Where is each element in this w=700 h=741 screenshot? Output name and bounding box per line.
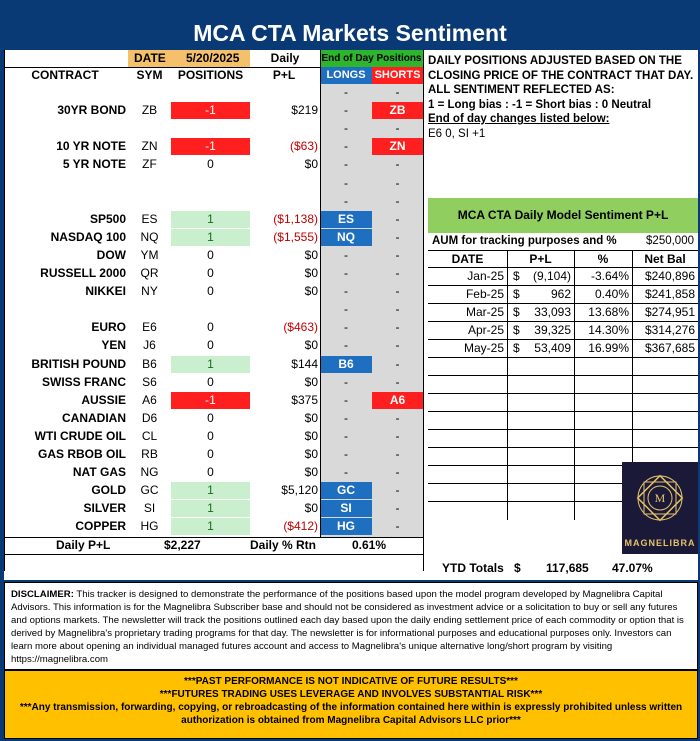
disclaimer-text: This tracker is designed to demonstrate the performance of the positions based upon the model program developed by Magnelibra Capital Advisors. This information is for the Magnelibra Subscriber base and should not be considered as investment advice or a solicitation to buy or sell any futures and options markets. The newsletter will track the positions outlined each day based upon the daily ending settlement price of each commodity or option that is derived by Magnelibra's proprietary trading programs for that day. The newsletter is for informational purposes and educational purposes only. Investors can learn more about opening an individual managed futures account and access to Magnelibra's unique alternative long/short program by visiting https://magnelibra.com <box>11 589 684 665</box>
position-row <box>4 229 424 246</box>
model-currency: $ <box>513 341 520 355</box>
position-row <box>4 356 424 373</box>
short-indicator: - <box>395 85 400 99</box>
sym-header: SYM <box>136 68 163 82</box>
position-row <box>4 283 424 300</box>
short-indicator: - <box>395 247 400 262</box>
model-pl: (9,104) <box>532 269 571 283</box>
daily-rtn-label: Daily % Rtn <box>250 538 317 552</box>
symbol: RB <box>141 447 158 461</box>
pl-value: $0 <box>304 465 318 480</box>
model-pl: 962 <box>550 287 571 301</box>
contract-name: NIKKEI <box>85 284 126 299</box>
contract-name: YEN <box>101 338 126 353</box>
pl-value <box>250 301 320 318</box>
position-value: 0 <box>207 410 214 425</box>
notes-line-3: 1 = Long bias : -1 = Short bias : 0 Neutral <box>428 98 652 111</box>
contract-name: DOW <box>96 247 126 262</box>
pl-value <box>250 84 320 101</box>
model-pl: 39,325 <box>534 323 571 337</box>
pl-value: ($463) <box>283 320 318 335</box>
short-indicator: - <box>395 157 400 172</box>
ytd-totals-row <box>428 557 698 580</box>
model-pl: 33,093 <box>534 305 571 319</box>
model-date: Feb-25 <box>465 287 504 301</box>
long-indicator: ES <box>320 211 372 228</box>
long-indicator: - <box>344 85 348 99</box>
long-indicator: - <box>344 392 348 407</box>
symbol <box>128 175 171 192</box>
model-date: Mar-25 <box>465 305 504 319</box>
symbol: NQ <box>140 229 159 244</box>
symbol: S6 <box>142 374 157 389</box>
model-row <box>428 304 698 322</box>
long-indicator: - <box>344 338 348 353</box>
contract-name: NAT GAS <box>72 465 126 480</box>
model-currency: $ <box>513 323 520 337</box>
ytd-value: 117,685 <box>546 561 589 575</box>
position-value: 1 <box>171 518 250 535</box>
position-row <box>4 102 424 119</box>
model-row <box>428 394 698 412</box>
position-value: 1 <box>171 482 250 499</box>
position-value: 0 <box>207 374 214 389</box>
longs-header: LONGS <box>320 67 372 84</box>
daily-summary-row <box>4 537 424 554</box>
position-row <box>4 374 424 391</box>
position-value: 0 <box>207 247 214 262</box>
pl-value: $0 <box>304 447 318 461</box>
symbol: E6 <box>142 320 157 335</box>
symbol <box>128 84 171 101</box>
long-indicator: SI <box>320 500 372 517</box>
model-date: Jan-25 <box>467 269 504 283</box>
model-row <box>428 376 698 394</box>
model-pct: 14.30% <box>588 323 629 337</box>
position-value: 0 <box>207 465 214 480</box>
long-indicator: NQ <box>320 229 372 246</box>
pl-value: $0 <box>304 410 318 425</box>
long-indicator: - <box>344 410 348 425</box>
contract-name: GAS RBOB OIL <box>37 447 126 461</box>
grid-line <box>423 50 424 571</box>
long-indicator: - <box>344 193 348 208</box>
grid-line <box>4 67 320 68</box>
short-indicator: ZN <box>372 138 423 155</box>
long-indicator: - <box>344 121 348 136</box>
aum-value: $250,000 <box>646 235 694 247</box>
model-pl: 53,409 <box>534 341 571 355</box>
long-indicator: - <box>344 302 348 317</box>
symbol: A6 <box>142 392 157 407</box>
short-indicator: - <box>395 519 400 534</box>
position-value: 0 <box>207 338 214 353</box>
model-row <box>428 286 698 304</box>
position-row <box>4 156 424 173</box>
position-row <box>4 428 424 445</box>
warning-past-performance: ***PAST PERFORMANCE IS NOT INDICATIVE OF FUTURE RESULTS*** <box>184 676 518 687</box>
ytd-label: YTD Totals <box>442 561 504 575</box>
contract-name: SWISS FRANC <box>42 374 126 389</box>
disclaimer-box <box>4 582 698 670</box>
daily-pl-label: Daily P+L <box>56 538 111 552</box>
position-row <box>4 211 424 228</box>
position-row <box>4 410 424 427</box>
contract-name: RUSSELL 2000 <box>40 266 126 280</box>
notes-panel <box>428 54 696 141</box>
symbol: ZB <box>141 103 158 118</box>
eod-positions-header: End of Day Positions <box>320 50 423 67</box>
pl-value: ($412) <box>283 519 318 534</box>
long-indicator: - <box>344 465 348 480</box>
contract-name <box>4 84 128 101</box>
short-indicator: - <box>395 320 400 335</box>
main-panel <box>4 50 698 580</box>
pl-value: $0 <box>304 374 318 389</box>
position-value: 1 <box>171 500 250 517</box>
short-indicator: - <box>395 483 400 498</box>
daily-rtn-value: 0.61% <box>352 538 387 552</box>
short-indicator: - <box>395 338 400 353</box>
symbol: NY <box>141 284 158 299</box>
model-date: Apr-25 <box>467 323 504 337</box>
warnings-box <box>4 670 698 739</box>
logo-monogram: M <box>654 491 666 505</box>
shorts-header: SHORTS <box>372 67 423 84</box>
model-row <box>428 268 698 286</box>
short-indicator: - <box>395 428 400 443</box>
ytd-pct: 47.07% <box>612 561 653 575</box>
position-row <box>4 265 424 282</box>
pl-value: $375 <box>291 392 318 407</box>
position-value: 1 <box>171 211 250 228</box>
position-row <box>4 120 424 137</box>
positions-header: POSITIONS <box>177 68 244 82</box>
model-row <box>428 322 698 340</box>
contract-name: GOLD <box>91 483 126 498</box>
position-value: 0 <box>207 266 214 280</box>
pl-value <box>250 193 320 210</box>
model-currency: $ <box>513 269 520 283</box>
position-value: -1 <box>171 392 250 409</box>
contract-name <box>4 301 128 318</box>
symbol <box>128 301 171 318</box>
model-date: May-25 <box>463 341 504 355</box>
model-balance: $241,858 <box>644 287 695 301</box>
pl-value: $0 <box>304 338 318 353</box>
short-indicator: - <box>395 211 400 226</box>
date-label: DATE <box>134 51 166 65</box>
model-header-date: DATE <box>451 252 484 266</box>
symbol: NG <box>140 465 159 480</box>
short-indicator: - <box>395 175 400 190</box>
aum-row <box>428 233 698 250</box>
symbol: QR <box>140 266 159 280</box>
contract-name: 10 YR NOTE <box>56 139 126 154</box>
position-row <box>4 337 424 354</box>
contract-name: EURO <box>91 320 126 335</box>
grid-line <box>507 250 508 520</box>
model-pct: -3.64% <box>590 269 629 283</box>
symbol: YM <box>140 247 159 262</box>
pl-value: $144 <box>291 356 318 371</box>
short-indicator: - <box>395 410 400 425</box>
contract-header: CONTRACT <box>31 68 99 82</box>
notes-line-2: ALL SENTIMENT REFLECTED AS: <box>428 84 615 96</box>
position-value: 0 <box>207 157 214 172</box>
model-balance: $240,896 <box>644 269 695 283</box>
position-value <box>171 175 250 192</box>
pl-value: $0 <box>304 428 318 443</box>
position-row <box>4 247 424 264</box>
position-value <box>171 301 250 318</box>
short-indicator: - <box>395 465 400 480</box>
notes-line-4: End of day changes listed below: <box>428 113 610 125</box>
position-value <box>171 120 250 137</box>
model-header-bal: Net Bal <box>644 252 686 266</box>
position-row <box>4 500 424 517</box>
position-value: 0 <box>207 447 214 461</box>
pl-header: P+L <box>272 68 296 82</box>
model-currency: $ <box>513 287 520 301</box>
model-header-row <box>428 250 698 268</box>
position-row <box>4 319 424 336</box>
symbol <box>128 193 171 210</box>
symbol: D6 <box>141 410 158 425</box>
model-balance: $367,685 <box>644 341 695 355</box>
position-row <box>4 518 424 535</box>
symbol: GC <box>140 483 159 498</box>
pl-value: $0 <box>304 157 318 172</box>
long-indicator: - <box>344 247 348 262</box>
page-title: MCA CTA Markets Sentiment <box>193 20 507 46</box>
position-row <box>4 138 424 155</box>
grid-line <box>4 50 5 571</box>
long-indicator: - <box>344 374 348 389</box>
position-row <box>4 482 424 499</box>
contract-name: COPPER <box>75 519 126 534</box>
pl-value: $0 <box>304 247 318 262</box>
long-indicator: - <box>344 428 348 443</box>
short-indicator: A6 <box>372 392 423 409</box>
pl-value <box>250 120 320 137</box>
daily-label: Daily <box>270 51 300 65</box>
model-balance: $274,951 <box>644 305 695 319</box>
position-value: -1 <box>171 102 250 119</box>
position-value: 1 <box>171 229 250 246</box>
position-value: 1 <box>171 356 250 373</box>
pl-value: $0 <box>304 284 318 299</box>
short-indicator: - <box>395 447 400 461</box>
pl-value <box>250 175 320 192</box>
short-indicator: - <box>395 193 400 208</box>
model-header-pl: P+L <box>529 252 552 266</box>
long-indicator: - <box>344 320 348 335</box>
pl-value: ($1,138) <box>273 211 318 226</box>
contract-name: NASDAQ 100 <box>50 229 126 244</box>
position-value <box>171 193 250 210</box>
contract-name: SILVER <box>83 501 126 516</box>
model-row <box>428 358 698 376</box>
grid-line <box>4 554 424 555</box>
date-header <box>128 50 250 67</box>
long-indicator: - <box>344 284 348 299</box>
short-indicator: - <box>395 284 400 299</box>
contract-name: AUSSIE <box>81 392 126 407</box>
long-indicator: - <box>344 139 348 154</box>
model-row <box>428 412 698 430</box>
symbol: J6 <box>143 338 156 353</box>
symbol: HG <box>140 519 159 534</box>
long-indicator: - <box>344 447 348 461</box>
position-value: -1 <box>171 138 250 155</box>
contract-name: SP500 <box>89 211 126 226</box>
position-row <box>4 193 424 210</box>
contract-name: BRITISH POUND <box>31 356 126 371</box>
long-indicator: - <box>344 103 348 118</box>
short-indicator: - <box>395 121 400 136</box>
contract-name: CANADIAN <box>62 410 126 425</box>
contract-name <box>4 175 128 192</box>
grid-line <box>574 250 575 520</box>
date-value: 5/20/2025 <box>186 51 240 65</box>
position-value <box>171 84 250 101</box>
position-value: 0 <box>207 284 214 299</box>
model-balance: $314,276 <box>644 323 695 337</box>
model-header-pct: % <box>597 252 609 266</box>
contract-name: 5 YR NOTE <box>62 157 126 172</box>
long-indicator: - <box>344 175 348 190</box>
position-row <box>4 446 424 463</box>
symbol: ZF <box>142 157 157 172</box>
long-indicator: B6 <box>320 356 372 373</box>
model-row <box>428 340 698 358</box>
position-value: 0 <box>207 428 214 443</box>
short-indicator: - <box>395 501 400 516</box>
daily-pl-value: $2,227 <box>164 538 201 552</box>
short-indicator: - <box>395 374 400 389</box>
position-value: 0 <box>207 320 214 335</box>
model-title: MCA CTA Daily Model Sentiment P+L <box>428 198 698 233</box>
position-row <box>4 301 424 318</box>
short-indicator: ZB <box>372 102 423 119</box>
position-row <box>4 175 424 192</box>
long-indicator: HG <box>320 518 372 535</box>
notes-line-1: DAILY POSITIONS ADJUSTED BASED ON THE CLOSING PRICE OF THE CONTRACT THAT DAY. <box>428 55 694 82</box>
model-pct: 13.68% <box>588 305 629 319</box>
short-indicator: - <box>395 266 400 280</box>
model-currency: $ <box>513 305 520 319</box>
pl-value: $5,120 <box>281 483 318 498</box>
symbol: SI <box>143 501 156 516</box>
pl-value: $0 <box>304 266 318 280</box>
grid-line <box>320 50 321 537</box>
position-row <box>4 464 424 481</box>
symbol: B6 <box>142 356 157 371</box>
short-indicator: - <box>395 356 400 371</box>
disclaimer-label: DISCLAIMER: <box>11 589 74 600</box>
position-row <box>4 392 424 409</box>
warning-transmission: ***Any transmission, forwarding, copying, or rebroadcasting of the information contained here within is expressly prohibited unless written authorization is obtained from Magnelibra Capital Advisors LLC prior*** <box>19 702 683 726</box>
logo-mandala-icon <box>622 462 698 532</box>
notes-line-5: E6 0, SI +1 <box>428 127 486 140</box>
pl-value: $219 <box>291 103 318 118</box>
pl-value: ($1,555) <box>273 229 318 244</box>
short-indicator: - <box>395 302 400 317</box>
model-pct: 0.40% <box>594 287 629 301</box>
ytd-currency: $ <box>514 561 521 575</box>
contract-name: WTI CRUDE OIL <box>34 428 126 443</box>
symbol: CL <box>141 428 158 443</box>
contract-name <box>4 193 128 210</box>
logo-text: MAGNELIBRA <box>624 538 696 548</box>
position-row <box>4 84 424 101</box>
contract-name: 30YR BOND <box>57 103 126 118</box>
model-pct: 16.99% <box>588 341 629 355</box>
aum-label: AUM for tracking purposes and % <box>432 235 617 247</box>
short-indicator: - <box>395 229 400 244</box>
symbol <box>128 120 171 137</box>
symbol: ES <box>141 211 158 226</box>
model-row <box>428 430 698 448</box>
long-indicator: - <box>344 157 348 172</box>
contract-name <box>4 120 128 137</box>
long-indicator: - <box>344 266 348 280</box>
long-indicator: GC <box>320 482 372 499</box>
pl-value: ($63) <box>289 139 318 154</box>
pl-value: $0 <box>304 501 318 516</box>
magnelibra-logo <box>622 462 698 554</box>
symbol: ZN <box>141 139 158 154</box>
warning-leverage: ***FUTURES TRADING USES LEVERAGE AND INVOLVES SUBSTANTIAL RISK*** <box>159 689 543 700</box>
